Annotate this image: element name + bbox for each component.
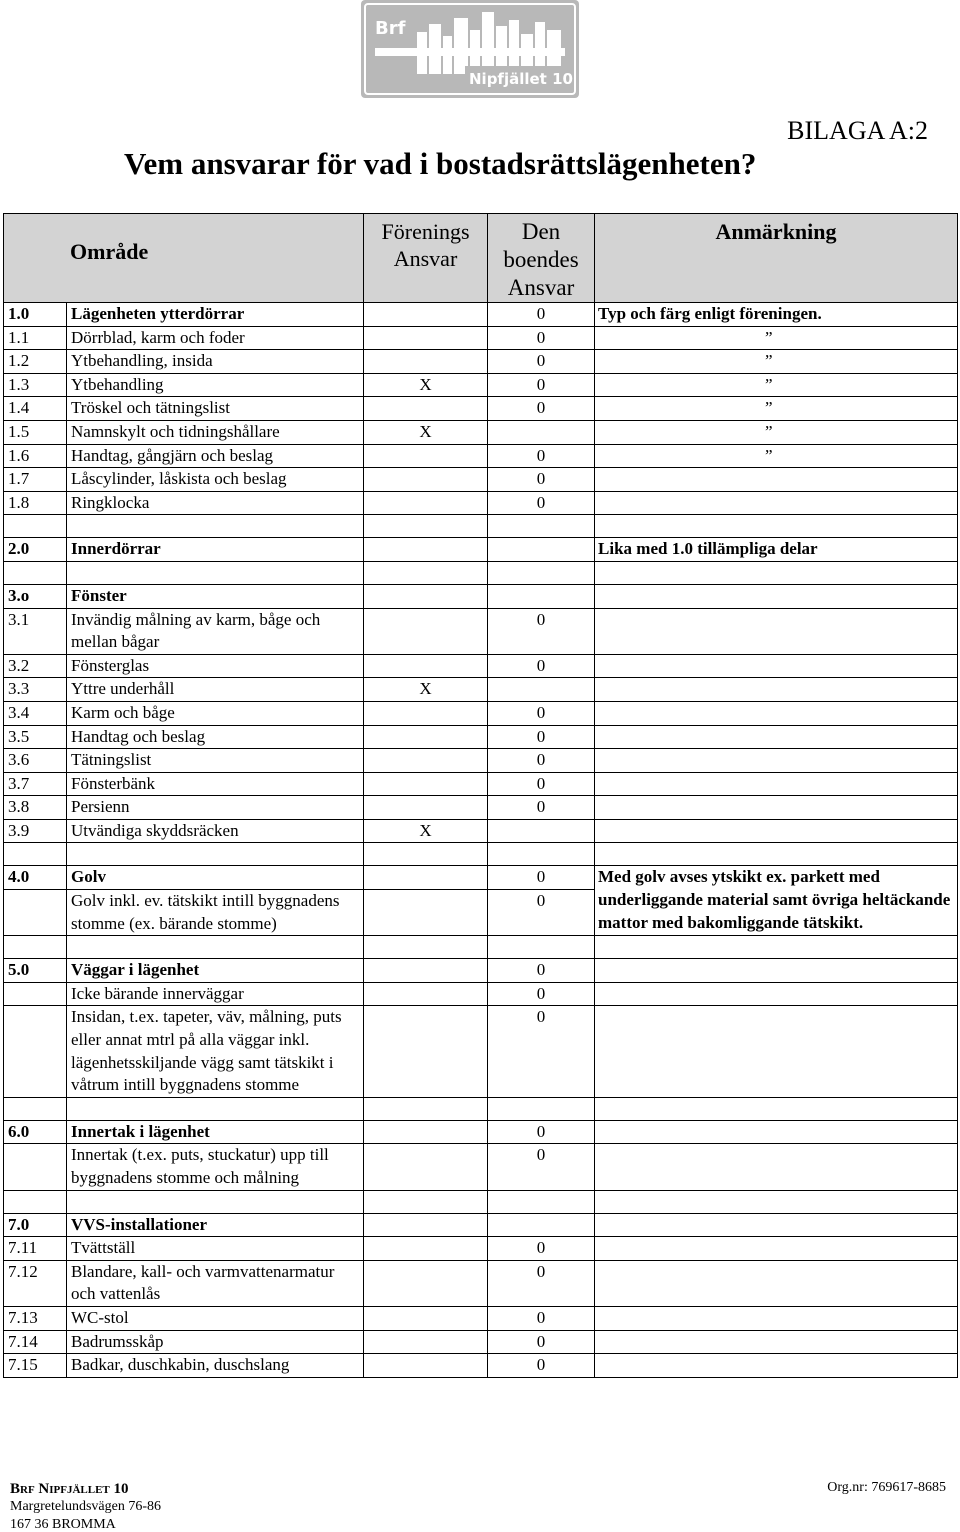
row-number: 1.1: [4, 326, 67, 350]
row-remark: [595, 1006, 958, 1097]
table-row: [4, 654, 958, 678]
row-label: Fönsterglas: [67, 654, 364, 678]
logo-name-text: Nipfjället 10: [469, 70, 573, 88]
row-label: Innertak i lägenhet: [67, 1120, 364, 1144]
row-remark: ”: [595, 420, 958, 444]
forenings-mark: [364, 725, 488, 749]
row-number: 3.o: [4, 584, 67, 608]
empty-cell: [595, 561, 958, 584]
row-remark: [595, 491, 958, 515]
row-label: Karm och båge: [67, 701, 364, 725]
footer-address: [10, 1480, 161, 1532]
empty-cell: [595, 515, 958, 538]
forenings-mark: [364, 982, 488, 1006]
forenings-mark: [364, 1260, 488, 1306]
row-label: Ytbehandling, insida: [67, 350, 364, 374]
forenings-mark: [364, 1006, 488, 1097]
boende-mark: [488, 420, 595, 444]
empty-cell: [364, 936, 488, 959]
boende-mark: 0: [488, 444, 595, 468]
row-number: 7.13: [4, 1306, 67, 1330]
footer-city: 167 36 BROMMA: [10, 1517, 116, 1532]
boende-mark: 0: [488, 982, 595, 1006]
row-remark: [595, 1306, 958, 1330]
forenings-mark: [364, 350, 488, 374]
row-label: Tätningslist: [67, 749, 364, 773]
page-title: Vem ansvarar för vad i bostadsrättslägenheten?: [124, 146, 757, 181]
row-remark: [595, 1120, 958, 1144]
row-number: 3.5: [4, 725, 67, 749]
table-row: [4, 701, 958, 725]
row-remark: [595, 654, 958, 678]
row-number: 6.0: [4, 1120, 67, 1144]
row-number: 7.0: [4, 1213, 67, 1237]
empty-cell: [488, 515, 595, 538]
table-row: [4, 1237, 958, 1261]
boende-mark: 0: [488, 772, 595, 796]
empty-cell: [595, 1097, 958, 1120]
row-label: Golv: [67, 866, 364, 890]
boende-mark: 0: [488, 866, 595, 890]
row-remark: Lika med 1.0 tillämpliga delar: [595, 538, 958, 562]
row-number: 1.8: [4, 491, 67, 515]
section-row: [4, 584, 958, 608]
forenings-mark: X: [364, 373, 488, 397]
table-row: [4, 373, 958, 397]
forenings-mark: [364, 397, 488, 421]
table-row: [4, 1144, 958, 1190]
row-number: 7.12: [4, 1260, 67, 1306]
boende-mark: 0: [488, 491, 595, 515]
table-row: [4, 1330, 958, 1354]
empty-cell: [67, 515, 364, 538]
row-number: [4, 1006, 67, 1097]
row-label: Fönsterbänk: [67, 772, 364, 796]
header-forenings-ansvar: Förenings Ansvar: [364, 214, 488, 303]
row-remark: [595, 749, 958, 773]
row-label: Fönster: [67, 584, 364, 608]
forenings-mark: [364, 1213, 488, 1237]
table-row: [4, 608, 958, 654]
row-remark: ”: [595, 397, 958, 421]
forenings-mark: [364, 538, 488, 562]
table-row: [4, 1354, 958, 1378]
empty-cell: [364, 561, 488, 584]
boende-mark: 0: [488, 373, 595, 397]
empty-cell: [4, 936, 67, 959]
table-row: [4, 326, 958, 350]
row-label: Handtag och beslag: [67, 725, 364, 749]
boende-mark: 0: [488, 1260, 595, 1306]
row-remark: [595, 468, 958, 492]
empty-cell: [364, 1190, 488, 1213]
row-label: Invändig målning av karm, båge och mellan bågar: [67, 608, 364, 654]
row-label: Badrumsskåp: [67, 1330, 364, 1354]
row-number: 1.3: [4, 373, 67, 397]
empty-cell: [67, 843, 364, 866]
row-label: Namnskylt och tidningshållare: [67, 420, 364, 444]
boende-mark: 0: [488, 654, 595, 678]
row-label: Låscylinder, låskista och beslag: [67, 468, 364, 492]
row-number: 5.0: [4, 959, 67, 983]
row-label: Lägenheten ytterdörrar: [67, 303, 364, 327]
row-remark: [595, 959, 958, 983]
empty-cell: [4, 515, 67, 538]
table-row: [4, 397, 958, 421]
row-number: 1.6: [4, 444, 67, 468]
empty-cell: [4, 561, 67, 584]
forenings-mark: [364, 890, 488, 936]
spacer-row: [4, 843, 958, 866]
forenings-mark: [364, 491, 488, 515]
row-remark: [595, 1213, 958, 1237]
forenings-mark: [364, 584, 488, 608]
row-remark: [595, 701, 958, 725]
row-number: 3.2: [4, 654, 67, 678]
empty-cell: [67, 1190, 364, 1213]
row-remark: [595, 819, 958, 843]
boende-mark: 0: [488, 1354, 595, 1378]
boende-mark: 0: [488, 608, 595, 654]
forenings-mark: [364, 772, 488, 796]
row-number: 7.14: [4, 1330, 67, 1354]
row-remark: [595, 678, 958, 702]
boende-mark: 0: [488, 959, 595, 983]
boende-mark: [488, 538, 595, 562]
forenings-mark: [364, 866, 488, 890]
row-number: [4, 982, 67, 1006]
empty-cell: [67, 1097, 364, 1120]
row-remark: [595, 1354, 958, 1378]
boende-mark: 0: [488, 303, 595, 327]
forenings-mark: [364, 444, 488, 468]
section-row: [4, 538, 958, 562]
row-number: 7.15: [4, 1354, 67, 1378]
forenings-mark: X: [364, 420, 488, 444]
empty-cell: [488, 561, 595, 584]
empty-cell: [364, 843, 488, 866]
row-remark: [595, 772, 958, 796]
boende-mark: 0: [488, 1237, 595, 1261]
row-label: Handtag, gångjärn och beslag: [67, 444, 364, 468]
boende-mark: [488, 584, 595, 608]
table-row: [4, 1260, 958, 1306]
row-label: Insidan, t.ex. tapeter, väv, målning, puts eller annat mtrl på alla väggar inkl. lägenhetsskiljande vägg samt tätskikt i våtrum intill byggnadens stomme: [67, 1006, 364, 1097]
row-number: 3.8: [4, 796, 67, 820]
empty-cell: [364, 515, 488, 538]
row-label: VVS-installationer: [67, 1213, 364, 1237]
row-number: 3.3: [4, 678, 67, 702]
bilaga-label: BILAGA A:2: [787, 116, 928, 145]
header-area: Område: [4, 214, 364, 303]
empty-cell: [488, 1097, 595, 1120]
boende-mark: 0: [488, 397, 595, 421]
footer-orgnr: Org.nr: 769617-8685: [827, 1480, 946, 1495]
logo-brf-text: Brf: [375, 18, 406, 39]
row-number: 3.1: [4, 608, 67, 654]
row-number: 2.0: [4, 538, 67, 562]
boende-mark: [488, 678, 595, 702]
table-row: [4, 772, 958, 796]
row-number: 3.7: [4, 772, 67, 796]
forenings-mark: [364, 749, 488, 773]
section-row: [4, 866, 958, 890]
row-remark: [595, 725, 958, 749]
boende-mark: 0: [488, 890, 595, 936]
row-number: 4.0: [4, 866, 67, 890]
row-number: 1.4: [4, 397, 67, 421]
row-remark: ”: [595, 373, 958, 397]
row-remark: ”: [595, 350, 958, 374]
section-row: [4, 1213, 958, 1237]
empty-cell: [595, 936, 958, 959]
table-row: [4, 796, 958, 820]
row-number: [4, 890, 67, 936]
empty-cell: [67, 936, 364, 959]
empty-cell: [364, 1097, 488, 1120]
forenings-mark: [364, 1144, 488, 1190]
row-label: Golv inkl. ev. tätskikt intill byggnadens stomme (ex. bärande stomme): [67, 890, 364, 936]
forenings-mark: [364, 796, 488, 820]
forenings-mark: [364, 1306, 488, 1330]
brf-nipfjallet-logo: [361, 0, 579, 98]
row-number: 1.0: [4, 303, 67, 327]
empty-cell: [4, 843, 67, 866]
spacer-row: [4, 1097, 958, 1120]
table-header: [4, 214, 958, 303]
header-anmarkning: Anmärkning: [595, 214, 958, 303]
row-label: Väggar i lägenhet: [67, 959, 364, 983]
boende-mark: 0: [488, 468, 595, 492]
table-row: [4, 420, 958, 444]
row-number: 1.2: [4, 350, 67, 374]
forenings-mark: X: [364, 678, 488, 702]
row-number: [4, 1144, 67, 1190]
boende-mark: [488, 819, 595, 843]
row-number: 3.6: [4, 749, 67, 773]
row-label: Ringklocka: [67, 491, 364, 515]
row-label: Badkar, duschkabin, duschslang: [67, 1354, 364, 1378]
row-label: Icke bärande innerväggar: [67, 982, 364, 1006]
boende-mark: 0: [488, 749, 595, 773]
row-label: Tvättställ: [67, 1237, 364, 1261]
empty-cell: [488, 843, 595, 866]
forenings-mark: [364, 1120, 488, 1144]
section-row: [4, 959, 958, 983]
row-label: Ytbehandling: [67, 373, 364, 397]
table-row: [4, 350, 958, 374]
row-remark: [595, 1237, 958, 1261]
forenings-mark: [364, 959, 488, 983]
table-row: [4, 468, 958, 492]
row-label: Persienn: [67, 796, 364, 820]
boende-mark: 0: [488, 1006, 595, 1097]
table-row: [4, 1006, 958, 1097]
boende-mark: 0: [488, 350, 595, 374]
forenings-mark: [364, 1354, 488, 1378]
spacer-row: [4, 936, 958, 959]
empty-cell: [595, 1190, 958, 1213]
boende-mark: 0: [488, 1306, 595, 1330]
footer-org: Brf Nipfjället 10: [10, 1481, 129, 1497]
row-label: Blandare, kall- och varmvattenarmatur och vattenlås: [67, 1260, 364, 1306]
header-boendes-ansvar: Den boendes Ansvar: [488, 214, 595, 303]
spacer-row: [4, 561, 958, 584]
row-remark: ”: [595, 326, 958, 350]
row-remark: [595, 1330, 958, 1354]
row-label: Dörrblad, karm och foder: [67, 326, 364, 350]
boende-mark: [488, 1213, 595, 1237]
empty-cell: [4, 1190, 67, 1213]
forenings-mark: [364, 654, 488, 678]
table-row: [4, 725, 958, 749]
spacer-row: [4, 515, 958, 538]
footer-street: Margretelundsvägen 76-86: [10, 1499, 161, 1514]
boende-mark: 0: [488, 1330, 595, 1354]
forenings-mark: [364, 608, 488, 654]
section-row: [4, 1120, 958, 1144]
row-remark: [595, 584, 958, 608]
row-remark: [595, 1260, 958, 1306]
spacer-row: [4, 1190, 958, 1213]
row-remark: [595, 796, 958, 820]
table-row: [4, 444, 958, 468]
forenings-mark: [364, 468, 488, 492]
forenings-mark: [364, 701, 488, 725]
boende-mark: 0: [488, 796, 595, 820]
empty-cell: [488, 936, 595, 959]
row-number: 7.11: [4, 1237, 67, 1261]
section-row: [4, 303, 958, 327]
table-row: [4, 678, 958, 702]
forenings-mark: [364, 326, 488, 350]
row-label: Innertak (t.ex. puts, stuckatur) upp till byggnadens stomme och målning: [67, 1144, 364, 1190]
table-row: [4, 749, 958, 773]
boende-mark: 0: [488, 326, 595, 350]
responsibility-table: [3, 213, 958, 1378]
empty-cell: [488, 1190, 595, 1213]
forenings-mark: [364, 1330, 488, 1354]
boende-mark: 0: [488, 1144, 595, 1190]
forenings-mark: [364, 303, 488, 327]
row-label: Utvändiga skyddsräcken: [67, 819, 364, 843]
row-number: 3.9: [4, 819, 67, 843]
row-remark: Typ och färg enligt föreningen.: [595, 303, 958, 327]
boende-mark: 0: [488, 725, 595, 749]
row-number: 1.5: [4, 420, 67, 444]
table-row: [4, 982, 958, 1006]
boende-mark: 0: [488, 1120, 595, 1144]
forenings-mark: [364, 1237, 488, 1261]
row-label: WC-stol: [67, 1306, 364, 1330]
row-label: Yttre underhåll: [67, 678, 364, 702]
row-remark: [595, 608, 958, 654]
row-remark: Med golv avses ytskikt ex. parkett med underliggande material samt övriga heltäckande mattor med bakomliggande tätskikt.: [595, 866, 958, 936]
forenings-mark: X: [364, 819, 488, 843]
row-remark: ”: [595, 444, 958, 468]
row-label: Tröskel och tätningslist: [67, 397, 364, 421]
row-remark: [595, 1144, 958, 1190]
row-number: 3.4: [4, 701, 67, 725]
table-row: [4, 491, 958, 515]
row-remark: [595, 982, 958, 1006]
table-row: [4, 819, 958, 843]
empty-cell: [67, 561, 364, 584]
row-label: Innerdörrar: [67, 538, 364, 562]
empty-cell: [595, 843, 958, 866]
table-row: [4, 1306, 958, 1330]
boende-mark: 0: [488, 701, 595, 725]
empty-cell: [4, 1097, 67, 1120]
row-number: 1.7: [4, 468, 67, 492]
